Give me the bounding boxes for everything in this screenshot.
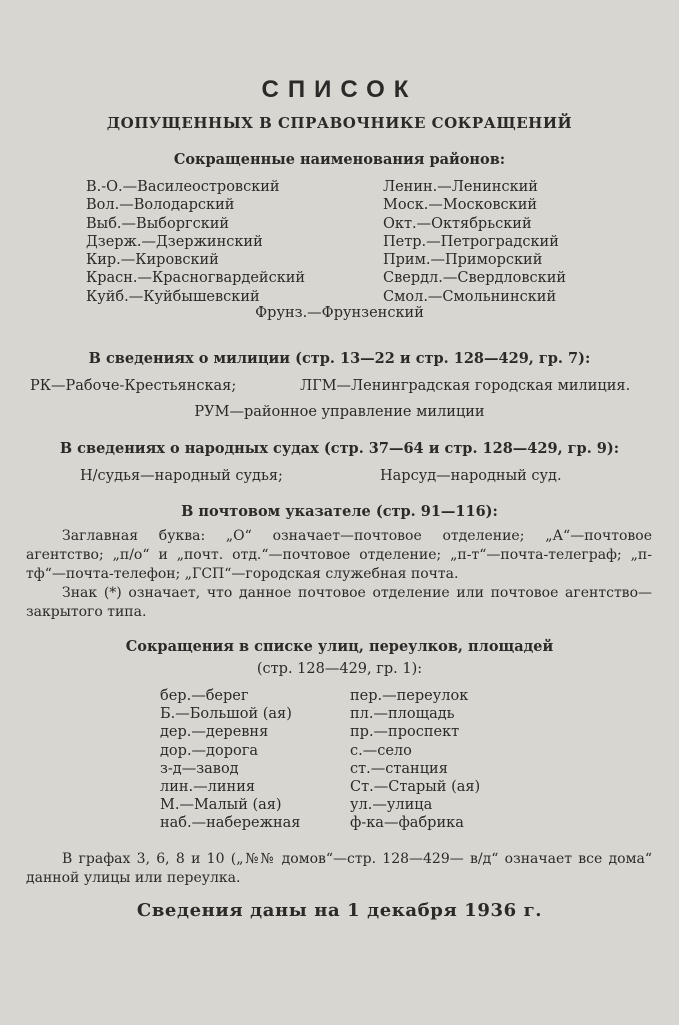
note-paragraph: В графах 3, 6, 8 и 10 („№№ домов“—стр. 128—429— в/д“ означает все дома“ данной улицы или переулка.: [26, 851, 652, 886]
list-item: Прим.—Приморский: [383, 252, 543, 269]
list-item: Кир.—Кировский: [86, 252, 219, 269]
list-item: Выб.—Выборгский: [86, 215, 230, 232]
districts-right-list: [383, 178, 566, 306]
list-item: Б.—Большой (ая): [160, 706, 292, 723]
streets-heading-pages: (стр. 128—429, гр. 1):: [256, 661, 423, 677]
postal-heading: В почтовом указателе (стр. 91—116):: [181, 503, 498, 520]
postal-paragraph-letters: Заглавная буква: „О“ означает—почтовое отделение; „А“—почтовое агентство; „п/о“ и „почт. отд.“—почтовое отделение; „п-т“—почта-телеграф; „п-тф“—почта-телефон; „ГСП“—городская служебная почта.: [26, 528, 652, 582]
list-item: Куйб.—Куйбышевский: [86, 288, 260, 305]
page-subtitle: ДОПУЩЕННЫХ В СПРАВОЧНИКЕ СОКРАЩЕНИЙ: [106, 114, 573, 132]
list-item: наб.—набережная: [160, 815, 301, 832]
districts-last-item: Фрунз.—Фрунзенский: [255, 305, 424, 321]
list-item: з-д—завод: [160, 760, 239, 777]
militia-item-lgm: ЛГМ—Ленинградская городская милиция.: [300, 378, 631, 394]
list-item: бер.—берег: [160, 688, 249, 704]
streets-right-list: [350, 687, 480, 833]
list-item: пл.—площадь: [350, 706, 455, 723]
streets-left-list: [160, 687, 300, 833]
list-item: дор.—дорога: [160, 742, 258, 759]
districts-left-list: [86, 178, 305, 306]
courts-item-court: Нарсуд—народный суд.: [380, 468, 562, 484]
list-item: ст.—станция: [350, 760, 448, 777]
page-title: СПИСОК: [261, 76, 418, 103]
list-item: с.—село: [350, 742, 412, 759]
list-item: Петр.—Петроградский: [383, 233, 559, 250]
postal-paragraph-sign: Знак (*) означает, что данное почтовое отделение или почтовое агентство—закрытого типа.: [26, 585, 652, 620]
list-item: Красн.—Красногвардейский: [86, 270, 306, 287]
date-footer: Сведения даны на 1 декабря 1936 г.: [136, 900, 543, 921]
list-item: Окт.—Октябрьский: [383, 215, 532, 232]
list-item: ф-ка—фабрика: [350, 815, 464, 832]
list-item: М.—Малый (ая): [160, 797, 282, 814]
postal-text: [26, 527, 652, 622]
list-item: ул.—улица: [350, 797, 433, 814]
list-item: лин.—линия: [160, 778, 256, 795]
militia-item-rk: РК—Рабоче-Крестьянская;: [30, 378, 237, 394]
list-item: Вол.—Володарский: [86, 197, 235, 214]
list-item: Ст.—Старый (ая): [350, 778, 481, 795]
list-item: Свердл.—Свердловский: [383, 270, 567, 287]
list-item: Смол.—Смольнинский: [383, 288, 557, 305]
streets-heading: Сокращения в списке улиц, переулков, площадей: [125, 638, 554, 655]
list-item: Моск.—Московский: [383, 197, 538, 214]
house-numbers-note: [26, 850, 652, 888]
list-item: дер.—деревня: [160, 724, 269, 741]
list-item: пер.—переулок: [350, 688, 469, 704]
list-item: Ленин.—Ленинский: [383, 179, 538, 195]
courts-heading: В сведениях о народных судах (стр. 37—64 и стр. 128—429, гр. 9):: [59, 440, 620, 457]
courts-item-judge: Н/судья—народный судья;: [80, 468, 283, 484]
list-item: В.-О.—Василеостровский: [86, 179, 280, 195]
districts-heading: Сокращенные наименования районов:: [173, 151, 506, 168]
list-item: Дзерж.—Дзержинский: [86, 233, 263, 250]
militia-heading: В сведениях о милиции (стр. 13—22 и стр. 128—429, гр. 7):: [88, 350, 591, 367]
militia-item-rum: РУМ—районное управление милиции: [194, 404, 485, 420]
list-item: пр.—проспект: [350, 724, 460, 741]
